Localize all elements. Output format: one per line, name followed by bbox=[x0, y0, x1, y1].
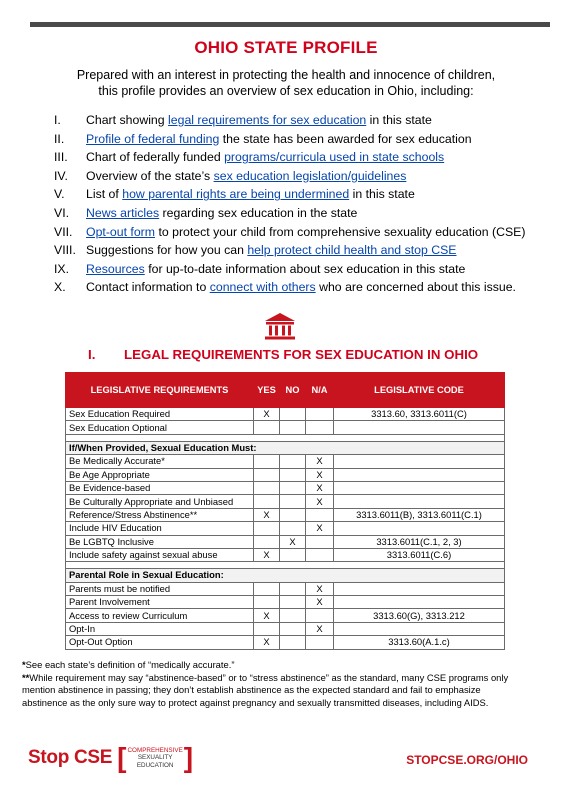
table-subheader-row bbox=[66, 441, 505, 454]
requirement-cell: Opt-Out Option bbox=[66, 636, 254, 649]
toc-link-opt-out-form[interactable]: Opt-out form bbox=[86, 224, 156, 239]
code-cell bbox=[334, 495, 505, 508]
logo-subtitle bbox=[127, 747, 184, 770]
table-row bbox=[66, 522, 505, 535]
toc-number: VII. bbox=[54, 224, 73, 239]
toc-number: VIII. bbox=[54, 243, 76, 258]
header-yes: YES bbox=[254, 373, 280, 408]
table-row bbox=[66, 421, 505, 434]
code-cell: 3313.60(G), 3313.212 bbox=[334, 609, 505, 622]
na-cell bbox=[306, 636, 334, 649]
footnote-text: See each state’s definition of “medically accurate.” bbox=[25, 659, 235, 670]
legal-requirements-table bbox=[65, 372, 505, 650]
toc-item bbox=[54, 204, 554, 223]
toc-item bbox=[54, 111, 554, 130]
section-heading bbox=[88, 347, 478, 362]
code-cell: 3313.6011(C.6) bbox=[334, 548, 505, 561]
header-code: LEGISLATIVE CODE bbox=[334, 373, 505, 408]
yes-cell bbox=[254, 495, 280, 508]
logo-wordmark: Stop CSE bbox=[28, 747, 113, 768]
subheader-cell: Parental Role in Sexual Education: bbox=[66, 569, 505, 582]
code-cell bbox=[334, 468, 505, 481]
toc-text: for up-to-date information about sex education in this state bbox=[144, 261, 466, 276]
page-title: OHIO STATE PROFILE bbox=[194, 38, 378, 57]
na-cell: X bbox=[306, 481, 334, 494]
bracket-right-icon: ] bbox=[183, 742, 194, 773]
na-cell: X bbox=[306, 622, 334, 635]
code-cell: 3313.6011(B), 3313.6011(C.1) bbox=[334, 508, 505, 521]
capitol-building-icon bbox=[263, 311, 297, 341]
yes-cell: X bbox=[254, 548, 280, 561]
toc-number: X. bbox=[54, 280, 66, 295]
requirement-cell: Sex Education Required bbox=[66, 408, 254, 421]
code-cell bbox=[334, 582, 505, 595]
requirement-cell: Parent Involvement bbox=[66, 596, 254, 609]
toc-item bbox=[54, 223, 554, 242]
toc-link-programs-curricula[interactable]: programs/curricula used in state schools bbox=[224, 150, 445, 165]
toc-number: VI. bbox=[54, 205, 70, 220]
requirement-cell: Opt-In bbox=[66, 622, 254, 635]
na-cell: X bbox=[306, 582, 334, 595]
toc-text: who are concerned about this issue. bbox=[315, 280, 516, 295]
toc-number: V. bbox=[54, 187, 65, 202]
na-cell: X bbox=[306, 596, 334, 609]
table-row bbox=[66, 582, 505, 595]
na-cell: X bbox=[306, 495, 334, 508]
intro-line: this profile provides an overview of sex education in Ohio, including: bbox=[98, 84, 474, 98]
top-divider-bar bbox=[30, 22, 550, 27]
requirement-cell: Include safety against sexual abuse bbox=[66, 548, 254, 561]
table-spacer-row bbox=[66, 434, 505, 441]
toc-link-connect[interactable]: connect with others bbox=[209, 280, 316, 295]
code-cell: 3313.6011(C.1, 2, 3) bbox=[334, 535, 505, 548]
toc-text: in this state bbox=[349, 187, 415, 202]
logo-sub-line: EDUCATION bbox=[136, 761, 174, 769]
no-cell bbox=[280, 455, 306, 468]
table-row bbox=[66, 636, 505, 649]
yes-cell bbox=[254, 481, 280, 494]
footnote bbox=[22, 659, 522, 672]
na-cell bbox=[306, 609, 334, 622]
toc-item bbox=[54, 185, 554, 204]
table-row bbox=[66, 535, 505, 548]
spacer-cell bbox=[66, 562, 505, 569]
requirement-cell: Parents must be notified bbox=[66, 582, 254, 595]
code-cell: 3313.60(A.1.c) bbox=[334, 636, 505, 649]
toc-text: in this state bbox=[366, 113, 432, 127]
logo-sub-line: SEXUALITY bbox=[137, 754, 173, 762]
yes-cell: X bbox=[254, 508, 280, 521]
logo-subtitle-bracket bbox=[117, 742, 194, 773]
table-row bbox=[66, 481, 505, 494]
toc-link-parental-rights[interactable]: how parental rights are being undermined bbox=[122, 187, 350, 202]
requirement-cell: Be Medically Accurate* bbox=[66, 455, 254, 468]
toc-text: the state has been awarded for sex education bbox=[219, 131, 472, 146]
table-row bbox=[66, 609, 505, 622]
yes-cell: X bbox=[254, 636, 280, 649]
yes-cell bbox=[254, 596, 280, 609]
table-row bbox=[66, 495, 505, 508]
no-cell bbox=[280, 596, 306, 609]
stop-cse-logo bbox=[28, 744, 193, 772]
no-cell bbox=[280, 408, 306, 421]
table-row bbox=[66, 508, 505, 521]
no-cell bbox=[280, 636, 306, 649]
table-row bbox=[66, 596, 505, 609]
na-cell bbox=[306, 408, 334, 421]
no-cell bbox=[280, 495, 306, 508]
requirement-cell: Be Evidence-based bbox=[66, 481, 254, 494]
no-cell bbox=[280, 548, 306, 561]
header-no: NO bbox=[280, 373, 306, 408]
no-cell bbox=[280, 622, 306, 635]
na-cell: X bbox=[306, 522, 334, 535]
na-cell: X bbox=[306, 455, 334, 468]
toc-text: Contact information to bbox=[86, 280, 210, 295]
footnote bbox=[22, 672, 522, 710]
requirement-cell: Access to review Curriculum bbox=[66, 609, 254, 622]
requirement-cell: Be LGBTQ Inclusive bbox=[66, 535, 254, 548]
yes-cell: X bbox=[254, 609, 280, 622]
yes-cell bbox=[254, 455, 280, 468]
yes-cell bbox=[254, 468, 280, 481]
requirement-cell: Be Culturally Appropriate and Unbiased bbox=[66, 495, 254, 508]
na-cell bbox=[306, 548, 334, 561]
toc-text: Chart showing bbox=[86, 113, 169, 127]
toc-text: to protect your child from comprehensive sexuality education (CSE) bbox=[155, 224, 526, 239]
code-cell bbox=[334, 596, 505, 609]
yes-cell bbox=[254, 622, 280, 635]
code-cell: 3313.60, 3313.6011(C) bbox=[334, 408, 505, 421]
no-cell bbox=[280, 481, 306, 494]
yes-cell bbox=[254, 535, 280, 548]
toc-link-resources[interactable]: Resources bbox=[86, 261, 145, 276]
table-row bbox=[66, 408, 505, 421]
table-row bbox=[66, 622, 505, 635]
no-cell bbox=[280, 582, 306, 595]
toc-number: II. bbox=[54, 131, 65, 146]
footnote-text: While requirement may say “abstinence-based” or to “stress abstinence” as the standard, many CSE programs only mention abstinence in passing; they don’t establish abstinence as the expected standard and fail to emphasize abstinence as the only sure way to protect against pregnancy and sexually transmitted diseases, including AIDS. bbox=[22, 671, 509, 708]
requirement-cell: Include HIV Education bbox=[66, 522, 254, 535]
no-cell: X bbox=[280, 535, 306, 548]
footnote-mark: * bbox=[22, 659, 26, 670]
toc-text: regarding sex education in the state bbox=[159, 205, 358, 220]
table-row bbox=[66, 548, 505, 561]
toc-link-help-protect[interactable]: help protect child health and stop CSE bbox=[247, 243, 457, 258]
yes-cell bbox=[254, 582, 280, 595]
toc-text: List of bbox=[86, 187, 123, 202]
toc-number: III. bbox=[54, 150, 68, 165]
code-cell bbox=[334, 622, 505, 635]
toc-item bbox=[54, 148, 554, 167]
requirement-cell: Sex Education Optional bbox=[66, 421, 254, 434]
no-cell bbox=[280, 421, 306, 434]
code-cell bbox=[334, 481, 505, 494]
code-cell bbox=[334, 522, 505, 535]
toc-item bbox=[54, 167, 554, 186]
table-of-contents bbox=[54, 111, 554, 297]
toc-number: IX. bbox=[54, 261, 70, 276]
code-cell bbox=[334, 455, 505, 468]
footnotes bbox=[22, 659, 522, 709]
na-cell bbox=[306, 508, 334, 521]
section-title: LEGAL REQUIREMENTS FOR SEX EDUCATION IN OHIO bbox=[124, 347, 479, 362]
no-cell bbox=[280, 609, 306, 622]
toc-link-legislation[interactable]: sex education legislation/guidelines bbox=[213, 168, 407, 183]
na-cell bbox=[306, 421, 334, 434]
subheader-cell: If/When Provided, Sexual Education Must: bbox=[66, 441, 505, 454]
intro-line: Prepared with an interest in protecting the health and innocence of children, bbox=[76, 68, 496, 82]
table-subheader-row bbox=[66, 569, 505, 582]
yes-cell: X bbox=[254, 408, 280, 421]
no-cell bbox=[280, 522, 306, 535]
logo-sub-line: COMPREHENSIVE bbox=[127, 746, 183, 754]
requirement-cell: Be Age Appropriate bbox=[66, 468, 254, 481]
toc-item bbox=[54, 278, 554, 297]
toc-text: Chart of federally funded bbox=[86, 150, 225, 165]
toc-link-legal-requirements[interactable]: legal requirements for sex education bbox=[168, 113, 367, 127]
toc-number: I. bbox=[54, 113, 61, 127]
table-row bbox=[66, 455, 505, 468]
toc-item bbox=[54, 260, 554, 279]
toc-link-federal-funding[interactable]: Profile of federal funding bbox=[86, 131, 220, 146]
footer-url-link[interactable]: STOPCSE.ORG/OHIO bbox=[406, 753, 528, 767]
yes-cell bbox=[254, 522, 280, 535]
toc-link-news-articles[interactable]: News articles bbox=[86, 205, 160, 220]
na-cell: X bbox=[306, 468, 334, 481]
spacer-cell bbox=[66, 434, 505, 441]
na-cell bbox=[306, 535, 334, 548]
toc-number: IV. bbox=[54, 168, 68, 183]
no-cell bbox=[280, 468, 306, 481]
code-cell bbox=[334, 421, 505, 434]
table-spacer-row bbox=[66, 562, 505, 569]
header-na: N/A bbox=[306, 373, 334, 408]
bracket-left-icon: [ bbox=[117, 742, 127, 773]
toc-text: Suggestions for how you can bbox=[86, 243, 248, 258]
table-header-row bbox=[66, 373, 505, 408]
header-requirements: LEGISLATIVE REQUIREMENTS bbox=[66, 373, 254, 408]
intro-paragraph bbox=[60, 67, 512, 99]
yes-cell bbox=[254, 421, 280, 434]
toc-item bbox=[54, 130, 554, 149]
table-row bbox=[66, 468, 505, 481]
no-cell bbox=[280, 508, 306, 521]
requirement-cell: Reference/Stress Abstinence** bbox=[66, 508, 254, 521]
footnote-mark: ** bbox=[22, 671, 30, 683]
toc-item bbox=[54, 241, 554, 260]
section-number: I. bbox=[88, 347, 96, 362]
toc-text: Overview of the state’s bbox=[86, 168, 214, 183]
